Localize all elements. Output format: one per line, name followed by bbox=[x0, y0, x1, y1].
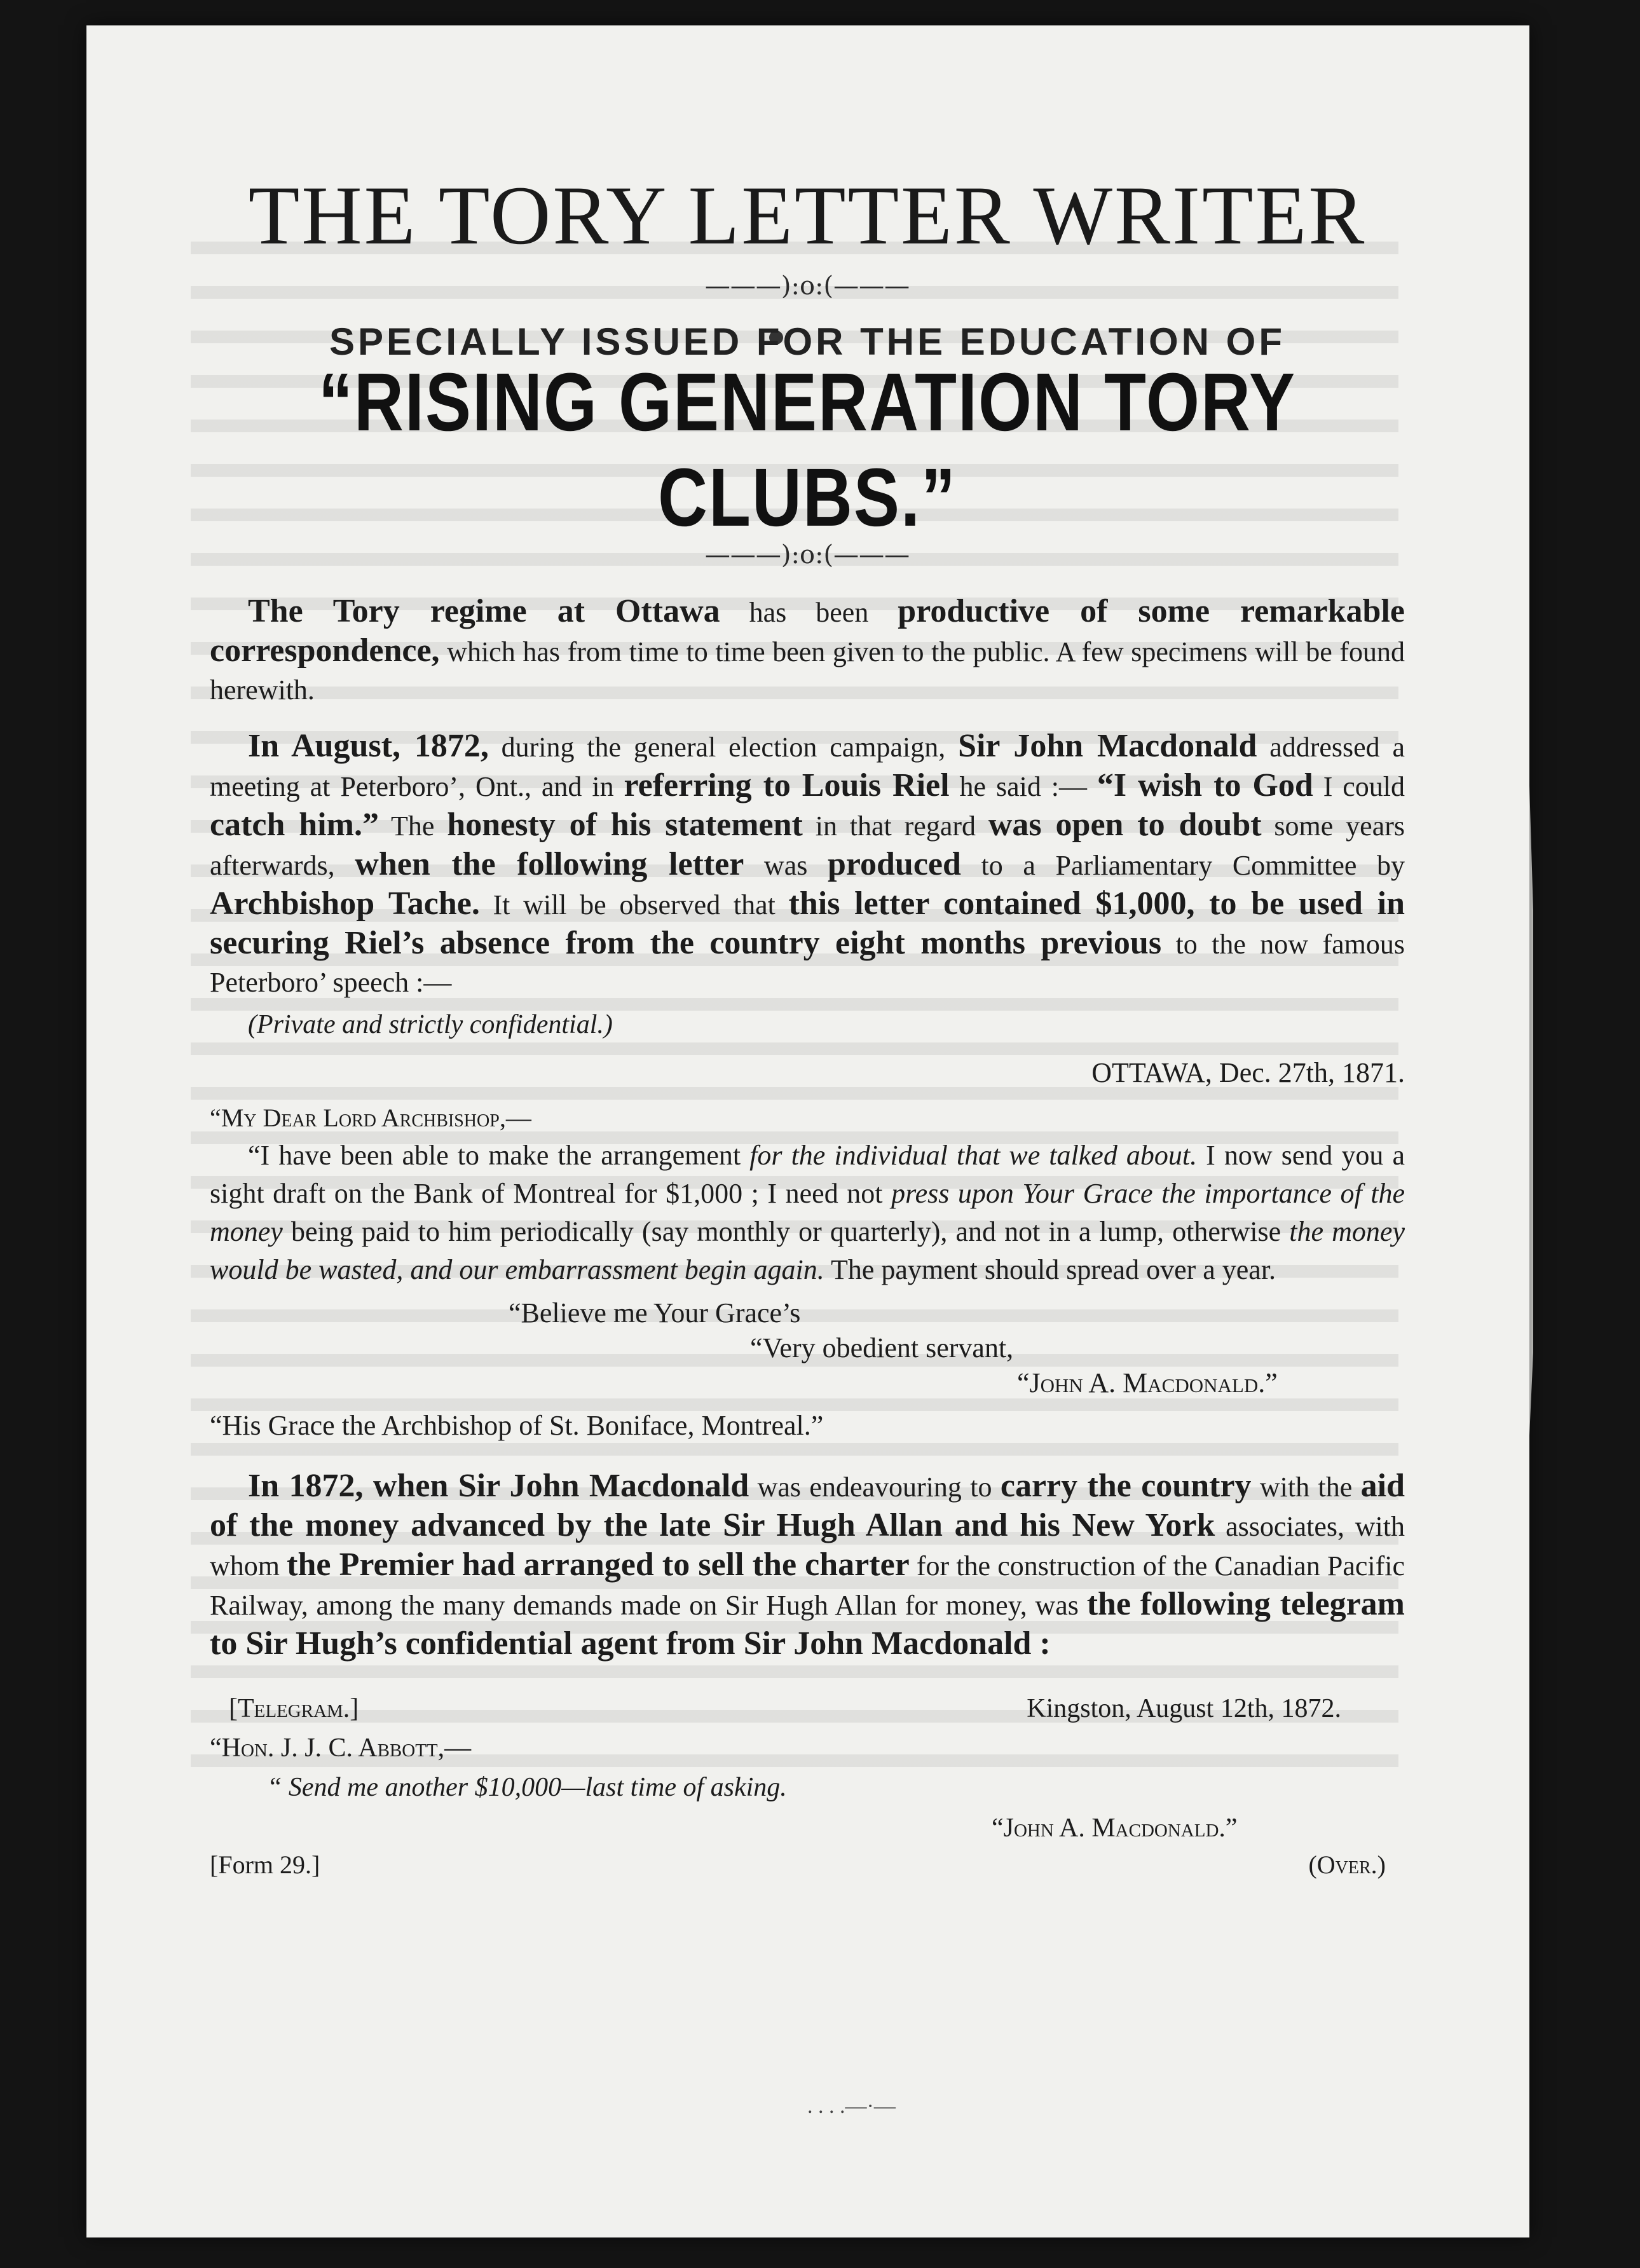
confidential-note: (Private and strictly confidential.) bbox=[248, 1009, 613, 1039]
s2-b2: carry the country bbox=[1000, 1467, 1252, 1504]
l1-i1: for the individual that we talked about. bbox=[749, 1139, 1198, 1171]
document-content bbox=[210, 168, 1405, 1880]
s1-b2: Sir John Macdonald bbox=[958, 727, 1257, 764]
club-title: “RISING GENERATION TORY CLUBS.” bbox=[318, 355, 1297, 543]
l1-t4: The payment should spread over a year. bbox=[824, 1254, 1276, 1285]
s1-b10: Archbishop Tache. bbox=[210, 885, 480, 922]
s1-t5: The bbox=[378, 810, 448, 842]
s1-t2: addressed a meeting at Peterboro’, Ont., and in bbox=[210, 731, 1405, 802]
telegram-signature: “John A. Macdonald.” bbox=[992, 1813, 1238, 1843]
telegram-message: “ Send me another $10,000—last time of asking. bbox=[267, 1772, 787, 1802]
s1-b8: when the following letter bbox=[355, 845, 744, 882]
intro-text-2: which has from time to time been given to the public. A few specimens will be found herewith. bbox=[210, 636, 1405, 706]
s1-t1: during the general election campaign, bbox=[488, 731, 959, 763]
letter-address: “His Grace the Archbishop of St. Boniface, Montreal.” bbox=[210, 1409, 824, 1441]
s1-b11: this letter contained $1,000, to be used in securing Riel’s absence from the country eight months previous bbox=[210, 885, 1405, 961]
s2-b4: the Premier had arranged to sell the charter bbox=[287, 1546, 910, 1583]
l1-i3: the money would be wasted, and our embarrassment begin again. bbox=[210, 1215, 1405, 1285]
intro-bold-2: productive of some remarkable correspondence, bbox=[210, 592, 1405, 669]
divider-ornament: ———):o:(——— bbox=[704, 271, 910, 301]
form-number: [Form 29.] bbox=[210, 1850, 320, 1879]
s2-t3: associates, with whom bbox=[210, 1510, 1405, 1581]
letter-salutation: “My Dear Lord Archbishop,— bbox=[210, 1103, 531, 1132]
s1-b3: referring to Louis Riel bbox=[624, 767, 950, 803]
s2-b1: In 1872, when Sir John Macdonald bbox=[248, 1467, 749, 1504]
s2-t1: was endeavouring to bbox=[749, 1471, 1001, 1503]
s1-b6: honesty of his statement bbox=[447, 806, 803, 843]
s1-b9: produced bbox=[827, 845, 961, 882]
page-title: THE TORY LETTER WRITER bbox=[248, 168, 1367, 262]
s1-t11: to the now famous Peterboro’ speech :— bbox=[210, 928, 1405, 998]
letter-signature: “John A. Macdonald.” bbox=[1017, 1367, 1278, 1398]
telegram-dateline: Kingston, August 12th, 1872. bbox=[1027, 1693, 1341, 1723]
divider-ornament-2: ———):o:(——— bbox=[704, 540, 910, 570]
letter-dateline: OTTAWA, Dec. 27th, 1871. bbox=[1091, 1056, 1405, 1088]
s2-b3: aid of the money advanced by the late Sir Hugh Allan and his New York bbox=[210, 1467, 1405, 1543]
telegram-recipient: “Hon. J. J. C. Abbott,— bbox=[210, 1733, 472, 1763]
s1-t4: I could bbox=[1313, 770, 1405, 802]
footer-ornament: . . . .—·— bbox=[807, 2094, 896, 2118]
s2-t2: with the bbox=[1251, 1471, 1361, 1503]
s2-b5: the following telegram to Sir Hugh’s confidential agent from Sir John Macdonald : bbox=[210, 1585, 1405, 1662]
letter-close-2: “Very obedient servant, bbox=[750, 1332, 1014, 1363]
telegram-header bbox=[210, 1693, 1405, 1724]
s1-t6: in that regard bbox=[802, 810, 988, 842]
over-label: (Over.) bbox=[1308, 1850, 1386, 1879]
s1-t10: It will be observed that bbox=[479, 889, 789, 920]
intro-paragraph bbox=[210, 592, 1405, 709]
l1-i2: press upon Your Grace the importance of the money bbox=[210, 1177, 1405, 1247]
allan-paragraph bbox=[210, 1467, 1405, 1664]
s1-b4: “I wish to God bbox=[1097, 767, 1313, 803]
s1-t9: to a Parliamentary Committee by bbox=[960, 849, 1405, 881]
telegram-label: [Telegram.] bbox=[229, 1693, 359, 1723]
riel-paragraph bbox=[210, 727, 1405, 1002]
s1-b7: was open to doubt bbox=[988, 806, 1262, 843]
s1-b1: In August, 1872, bbox=[248, 727, 489, 764]
s1-b5: catch him.” bbox=[210, 806, 379, 843]
intro-text-1: has been bbox=[720, 596, 898, 628]
l1-t1: “I have been able to make the arrangement bbox=[248, 1139, 750, 1171]
s1-t3: he said :— bbox=[949, 770, 1097, 802]
page-footer bbox=[210, 1850, 1405, 1880]
s2-t4: for the construction of the Canadian Pacific Railway, among the many demands made on Sir Hugh Allan for money, was bbox=[210, 1550, 1405, 1621]
s1-t8: was bbox=[744, 849, 828, 881]
intro-bold-1: The Tory regime at Ottawa bbox=[248, 592, 720, 629]
l1-t2: I now send you a sight draft on the Bank of Montreal for $1,000 ; I need not bbox=[210, 1139, 1405, 1209]
l1-t3: being paid to him periodically (say monthly or quarterly), and not in a lump, otherwise bbox=[282, 1215, 1290, 1247]
subtitle: SPECIALLY ISSUED FOR THE EDUCATION OF bbox=[329, 320, 1286, 363]
letter-close-1: “Believe me Your Grace’s bbox=[509, 1297, 801, 1329]
s1-t7: some years afterwards, bbox=[210, 810, 1405, 881]
letter-body bbox=[210, 1137, 1405, 1289]
